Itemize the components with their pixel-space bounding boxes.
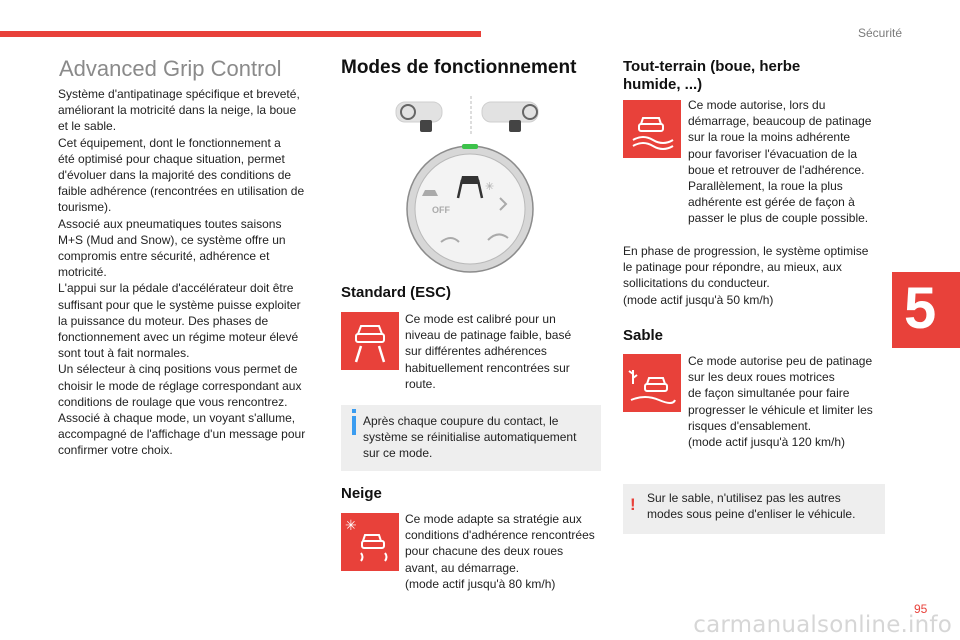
tout-terrain-description: Ce mode autorise, lors du démarrage, beaucoup de patinage sur la roue la moins adhérente pour favoriser l'évacuation de la boue et retrouver de l'adhérence. Parallèlement, la roue la plus adhérente est gérée de façon à passer le plus de couple possible. xyxy=(688,98,872,226)
mud-mode-icon xyxy=(623,100,681,158)
knob-off-label: OFF xyxy=(432,205,450,215)
svg-text:✳: ✳ xyxy=(345,518,357,534)
tout-terrain-progress-text: En phase de progression, le système optimise le patinage pour répondre, au mieux, aux sollicitations du conducteur. (mode actif jusqu'à 50 km/h) xyxy=(623,244,869,307)
warning-note-text: Sur le sable, n'utilisez pas les autres modes sous peine d'enliser le véhicule. xyxy=(647,491,856,522)
standard-description: Ce mode est calibré pour un niveau de patinage faible, basé sur différentes adhérences habituellement rencontrées sur route. xyxy=(405,312,572,391)
svg-text:✳: ✳ xyxy=(485,180,495,193)
page-number: 95 xyxy=(914,602,928,616)
modes-heading: Modes de fonctionnement xyxy=(341,57,577,78)
section-title: Sécurité xyxy=(857,26,902,40)
standard-mode-icon xyxy=(341,312,399,370)
info-icon-dot xyxy=(352,409,356,413)
info-icon xyxy=(352,416,356,435)
tout-terrain-heading: Tout-terrain (boue, herbe humide, ...) xyxy=(623,58,801,93)
sand-mode-icon xyxy=(623,354,681,412)
sable-description: Ce mode autorise peu de patinage sur les deux roues motrices de façon simultanée pour faire progresser le véhicule et limiter les risques d'ensablement. (mode actif jusqu'à 120 km/h) xyxy=(688,354,873,450)
intro-text: Système d'antipatinage spécifique et breveté, améliorant la motricité dans la neige, la boue et le sable. Cet équipement, dont le fonctionnement a été optimisé pour chaque situation, permet d'évoluer dans la majorité des conditions de faible adhérence (rencontrées en utilisation de tourisme). Associé aux pneumatiques toutes saisons M+S (Mud and Snow), ce système offre un compromis entre sécurité, adhérence et motricité. L'appui sur la pédale d'accélérateur doit être suffisant pour que le système puisse exploiter la puissance du moteur. Des phases de fonctionnement avec un régime moteur élevé sont tout à fait normales. Un sélecteur à cinq positions vous permet de choisir le mode de réglage correspondant aux conditions de roulage que vous rencontrez. Associé à chaque mode, un voyant s'allume, accompagné de l'affichage d'un message pour confirmer votre choix. xyxy=(58,87,306,458)
watermark: carmanualsonline.info xyxy=(693,612,952,638)
page-title: Advanced Grip Control xyxy=(59,56,282,81)
standard-heading: Standard (ESC) xyxy=(341,284,452,301)
mode-selector-illustration xyxy=(392,94,552,274)
sable-heading: Sable xyxy=(623,327,664,344)
chapter-number: 5 xyxy=(904,276,937,341)
warning-icon: ! xyxy=(630,495,636,514)
neige-heading: Neige xyxy=(341,485,382,502)
snow-mode-icon xyxy=(341,513,399,571)
info-note-text: Après chaque coupure du contact, le système se réinitialise automatiquement sur ce mode. xyxy=(363,414,577,461)
header-accent-bar xyxy=(0,31,481,37)
neige-description: Ce mode adapte sa stratégie aux conditions d'adhérence rencontrées pour chacune des deux roues avant, au démarrage. (mode actif jusqu'à 80 km/h) xyxy=(405,512,595,591)
